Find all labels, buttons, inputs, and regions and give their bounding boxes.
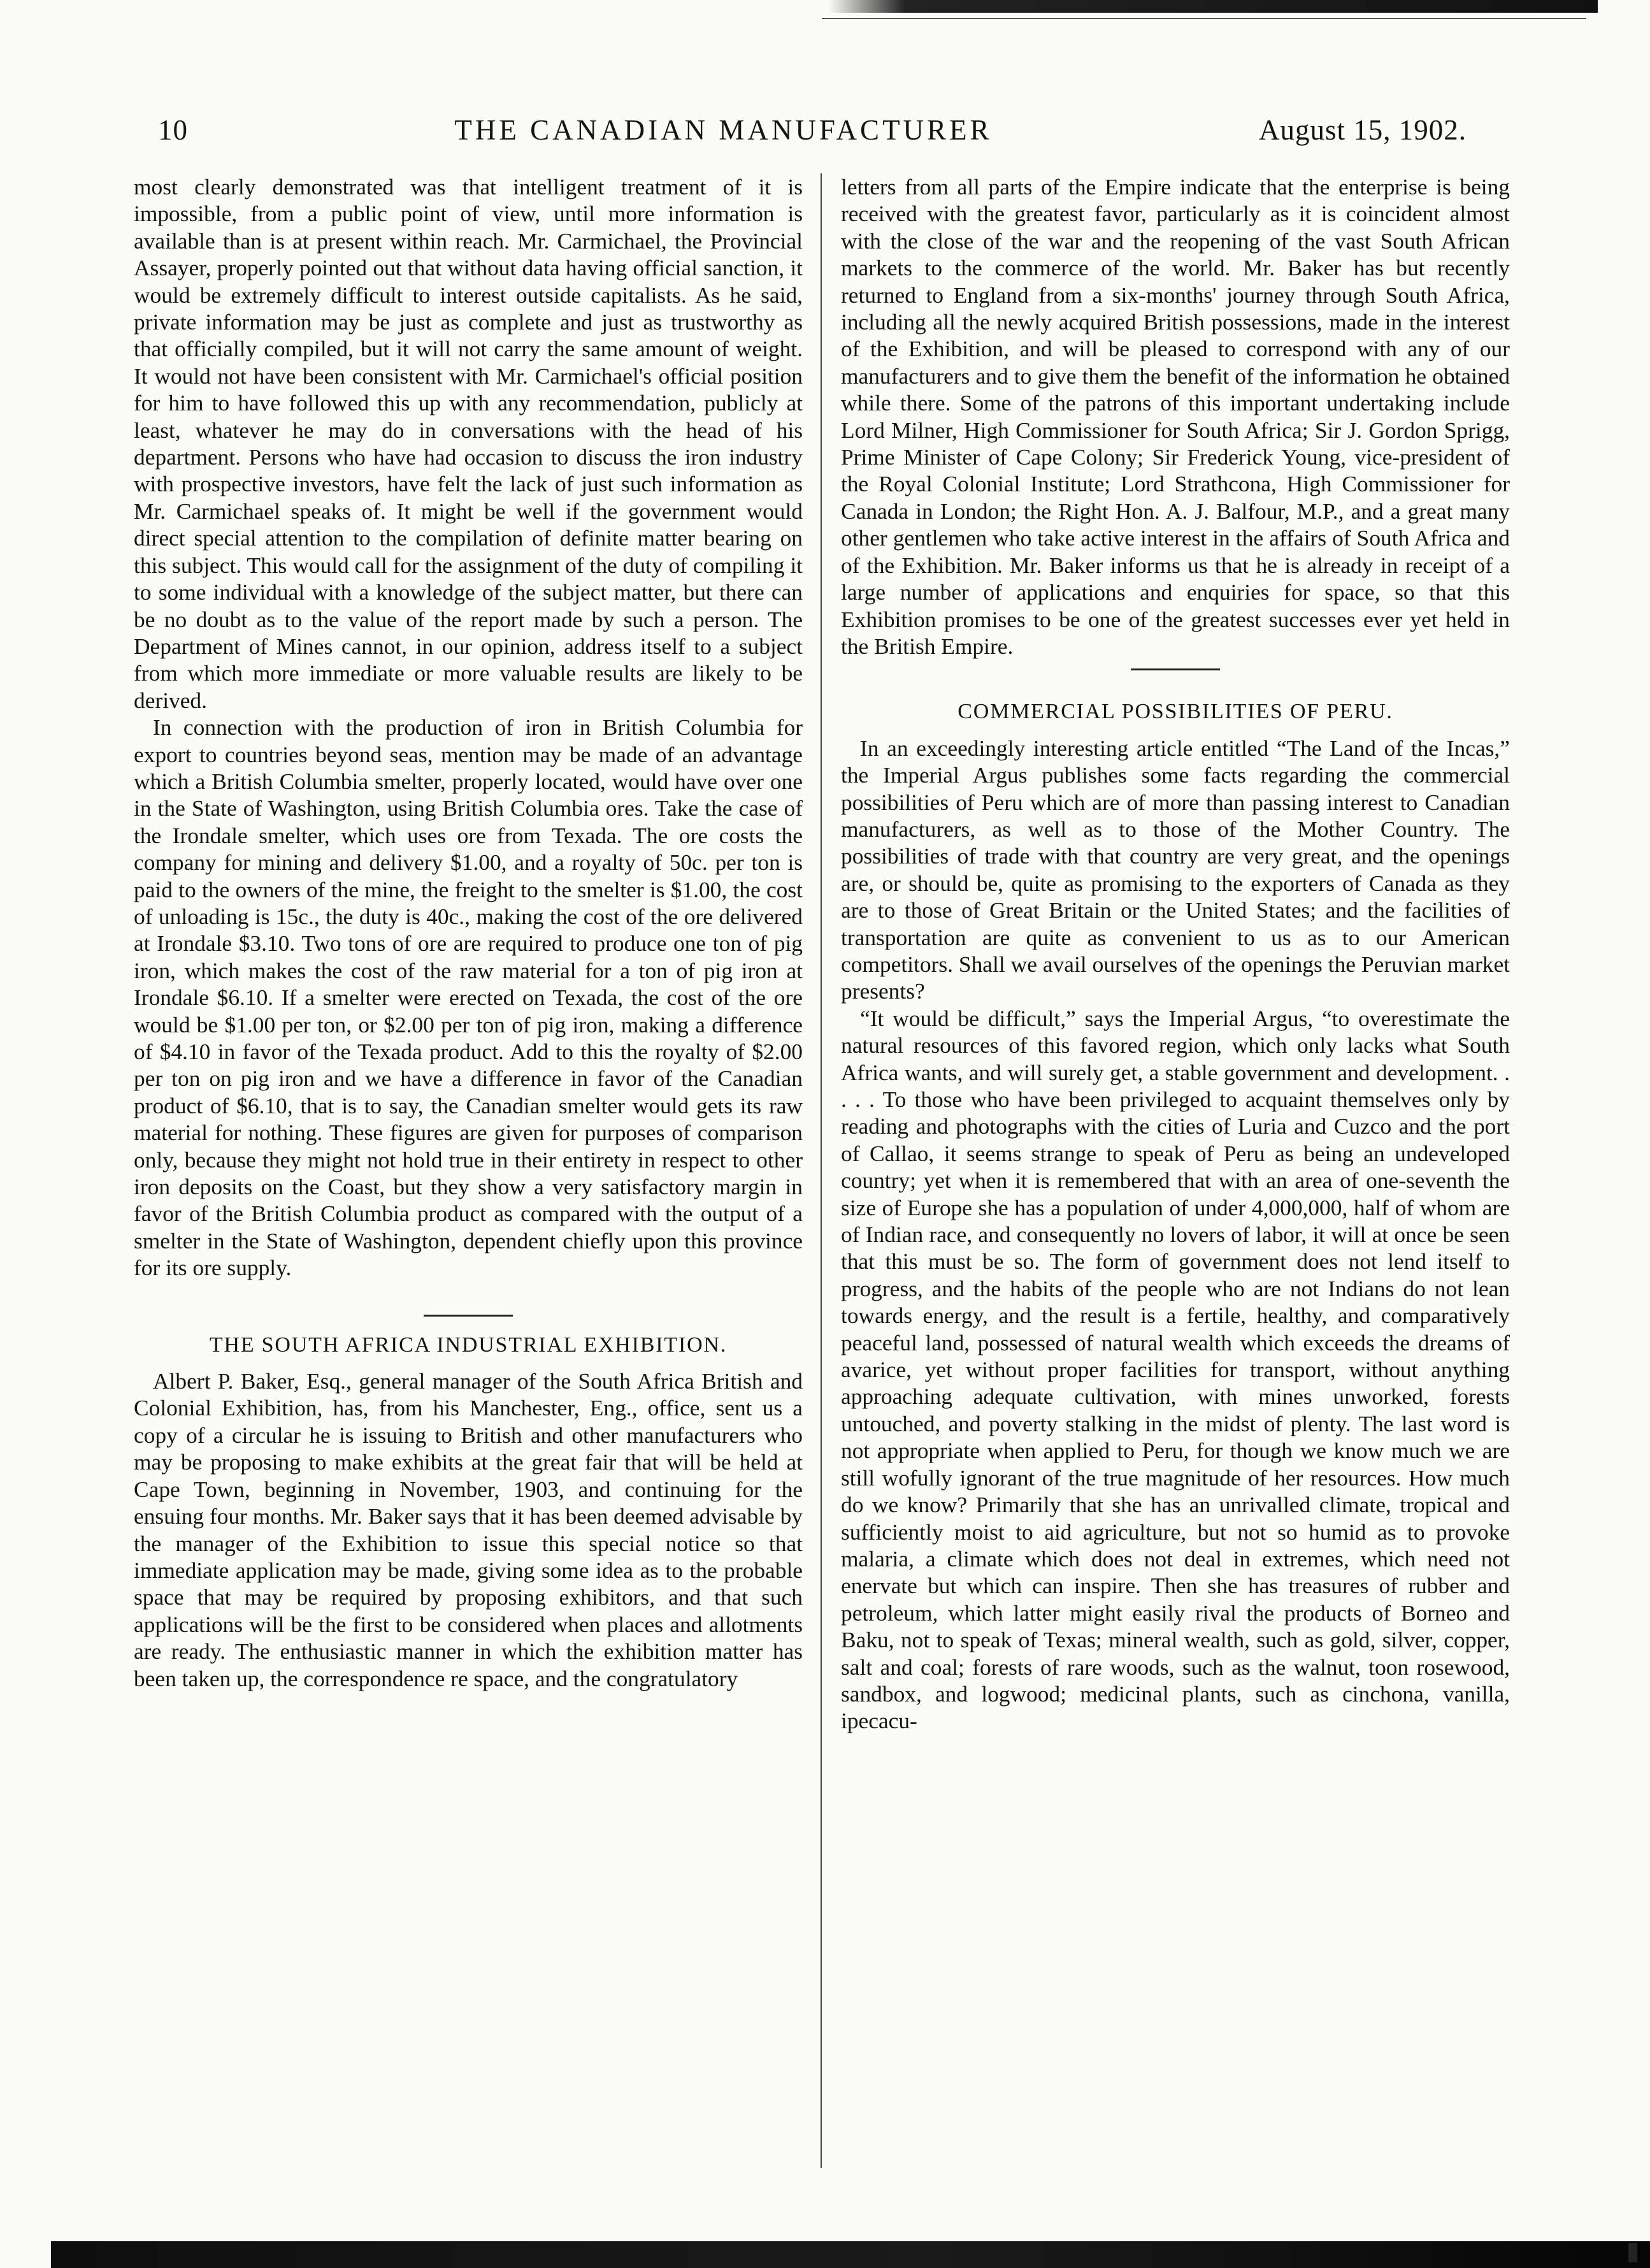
section-heading-south-africa: THE SOUTH AFRICA INDUSTRIAL EXHIBITION. [209, 1333, 728, 1357]
left-column [134, 173, 803, 2174]
issue-date: August 15, 1902. [1258, 114, 1467, 146]
bottom-border-rule [51, 2241, 1650, 2268]
left-paragraph-3: Albert P. Baker, Esq., general manager of the South Africa British and Colonial Exhibition, has, from his Manchester, Eng., office, sent us a copy of a circular he is issuing to British and other manufacturers who may be proposing to make exhibits at the great fair that will be held at Cape Town, beginning in November, 1903, and continuing for the ensuing four months. Mr. Baker says that it has been deemed advisable by the manager of the Exhibition to issue this special notice so that immediate application may be made, giving some idea as to the probable space that may be required by proposing exhibitors, and that such applications will be the first to be considered when places and allotments are ready. The enthusiastic manner in which the exhibition matter has been taken up, the correspondence re space, and the congratulatory [134, 1368, 803, 1691]
section-heading-peru: COMMERCIAL POSSIBILITIES OF PERU. [958, 700, 1393, 724]
page-number: 10 [158, 114, 188, 146]
section-divider-rule [424, 1315, 513, 1317]
page-header [158, 113, 1467, 159]
right-column [841, 173, 1510, 2174]
right-paragraph-1: letters from all parts of the Empire indicate that the enterprise is being received with the greatest favor, particularly as it is coincident almost with the close of the war and the reopening of the vast South African markets to the commerce of the world. Mr. Baker has but recently returned to England from a six-months' journey through South Africa, including all the newly acquired British possessions, made in the interest of the Exhibition, and will be pleased to correspond with any of our manufacturers and to give them the benefit of the information he obtained while there. Some of the patrons of this important undertaking include Lord Milner, High Commissioner for South Africa; Sir J. Gordon Sprigg, Prime Minister of Cape Colony; Sir Frederick Young, vice-president of the Royal Colonial Institute; Lord Strathcona, High Commissioner for Canada in London; the Right Hon. A. J. Balfour, M.P., and a great many other gentlemen who take active interest in the affairs of South Africa and of the Exhibition. Mr. Baker informs us that he is already in receipt of a large number of applications and enquiries for space, so that this Exhibition promises to be one of the greatest successes ever yet held in the British Empire. [841, 174, 1510, 659]
column-divider [821, 173, 822, 2168]
page-edge-mark [1628, 2243, 1637, 2262]
section-divider-rule [1131, 668, 1220, 670]
top-hairline [822, 18, 1586, 19]
left-paragraph-1: most clearly demonstrated was that intelligent treatment of it is impossible, from a public point of view, until more information is available than is at present within reach. Mr. Carmichael, the Provincial Assayer, properly pointed out that without data having official sanction, it would be extremely difficult to interest outside capitalists. As he said, private information may be just as complete and just as trustworthy as that officially compiled, but it will not carry the same amount of weight. It would not have been consistent with Mr. Carmichael's official position for him to have followed this up with any recommendation, publicly at least, whatever he may do in conversations with the head of his department. Persons who have had occasion to discuss the iron industry with prospective investors, have felt the lack of just such information as Mr. Carmichael speaks of. It might be well if the government would direct special attention to the compilation of definite matter bearing on this subject. This would call for the assignment of the duty of compiling it to some individual with a knowledge of the subject matter, but there can be no doubt as to the value of the report made by such a person. The Department of Mines cannot, in our opinion, address itself to a subject from which more immediate or more valuable results are likely to be derived. [134, 174, 803, 713]
left-paragraph-2: In connection with the production of iron in British Columbia for export to countries beyond seas, mention may be made of an advantage which a British Columbia smelter, properly located, would have over one in the State of Washington, using British Columbia ores. Take the case of the Irondale smelter, which uses ore from Texada. The ore costs the company for mining and delivery $1.00, and a royalty of 50c. per ton is paid to the owners of the mine, the freight to the smelter is $1.00, the cost of unloading is 15c., the duty is 40c., making the cost of the ore delivered at Irondale $3.10. Two tons of ore are required to produce one ton of pig iron, which makes the cost of the raw material for a ton of pig iron at Irondale $6.10. If a smelter were erected on Texada, the cost of the ore would be $1.00 per ton, or $2.00 per ton of pig iron, making a difference of $4.10 in favor of the Texada product. Add to this the royalty of $2.00 per ton on pig iron and we have a difference in favor of the Canadian product of $6.10, that is to say, the Canadian smelter would gets its raw material for nothing. These figures are given for purposes of comparison only, because they might not hold true in their entirety in respect to other iron deposits on the Coast, but they show a very satisfactory margin in favor of the British Columbia product as compared with the output of a smelter in the State of Washington, dependent chiefly upon this province for its ore supply. [134, 714, 803, 1281]
publication-title: THE CANADIAN MANUFACTURER [454, 114, 993, 146]
right-paragraph-2: In an exceedingly interesting article entitled “The Land of the Incas,” the Imperial Argus publishes some facts regarding the commercial possibilities of Peru which are of more than passing interest to Canadian manufacturers, as well as to those of the Mother Country. The possibilities of trade with that country are very great, and the openings are, or should be, quite as promising to the exporters of Canada as they are to those of Great Britain or the United States; and the facilities of transportation are quite as convenient to us as to our American competitors. Shall we avail ourselves of the openings the Peruvian market presents? [841, 735, 1510, 1004]
right-paragraph-3: “It would be difficult,” says the Imperial Argus, “to overestimate the natural resources of this favored region, which only lacks what South Africa wants, and will surely get, a stable government and development. . . . . To those who have been privileged to acquaint themselves only by reading and photographs with the cities of Luria and Cuzco and the port of Callao, it seems strange to speak of Peru as being an undeveloped country; yet when it is remembered that with an area of one-seventh the size of Europe she has a population of under 4,000,000, half of whom are of Indian race, and consequently no lovers of labor, it will at once be seen that this must be so. The form of government does not lend itself to progress, and the habits of the people who are not Indians do not lean towards energy, and the result is a fertile, healthy, and comparatively peaceful land, possessed of natural wealth which exceeds the dreams of avarice, yet without proper facilities for transport, without anything approaching adequate cultivation, with mines unworked, forests untouched, and poverty stalking in the midst of plenty. The last word is not appropriate when applied to Peru, for though we know much we are still wofully ignorant of the true magnitude of her resources. How much do we know? Primarily that she has an unrivalled climate, tropical and sufficiently moist to aid agriculture, but not so humid as to provoke malaria, a climate which does not deal in extremes, which need not enervate but which can inspire. Then she has treasures of rubber and petroleum, which latter might easily rival the products of Borneo and Baku, not to speak of Texas; mineral wealth, such as gold, silver, copper, salt and coal; forests of rare woods, such as the walnut, toon rosewood, sandbox, and logwood; medicinal plants, such as cinchona, vanilla, ipecacu- [841, 1005, 1510, 1734]
top-border-rule [828, 0, 1598, 13]
